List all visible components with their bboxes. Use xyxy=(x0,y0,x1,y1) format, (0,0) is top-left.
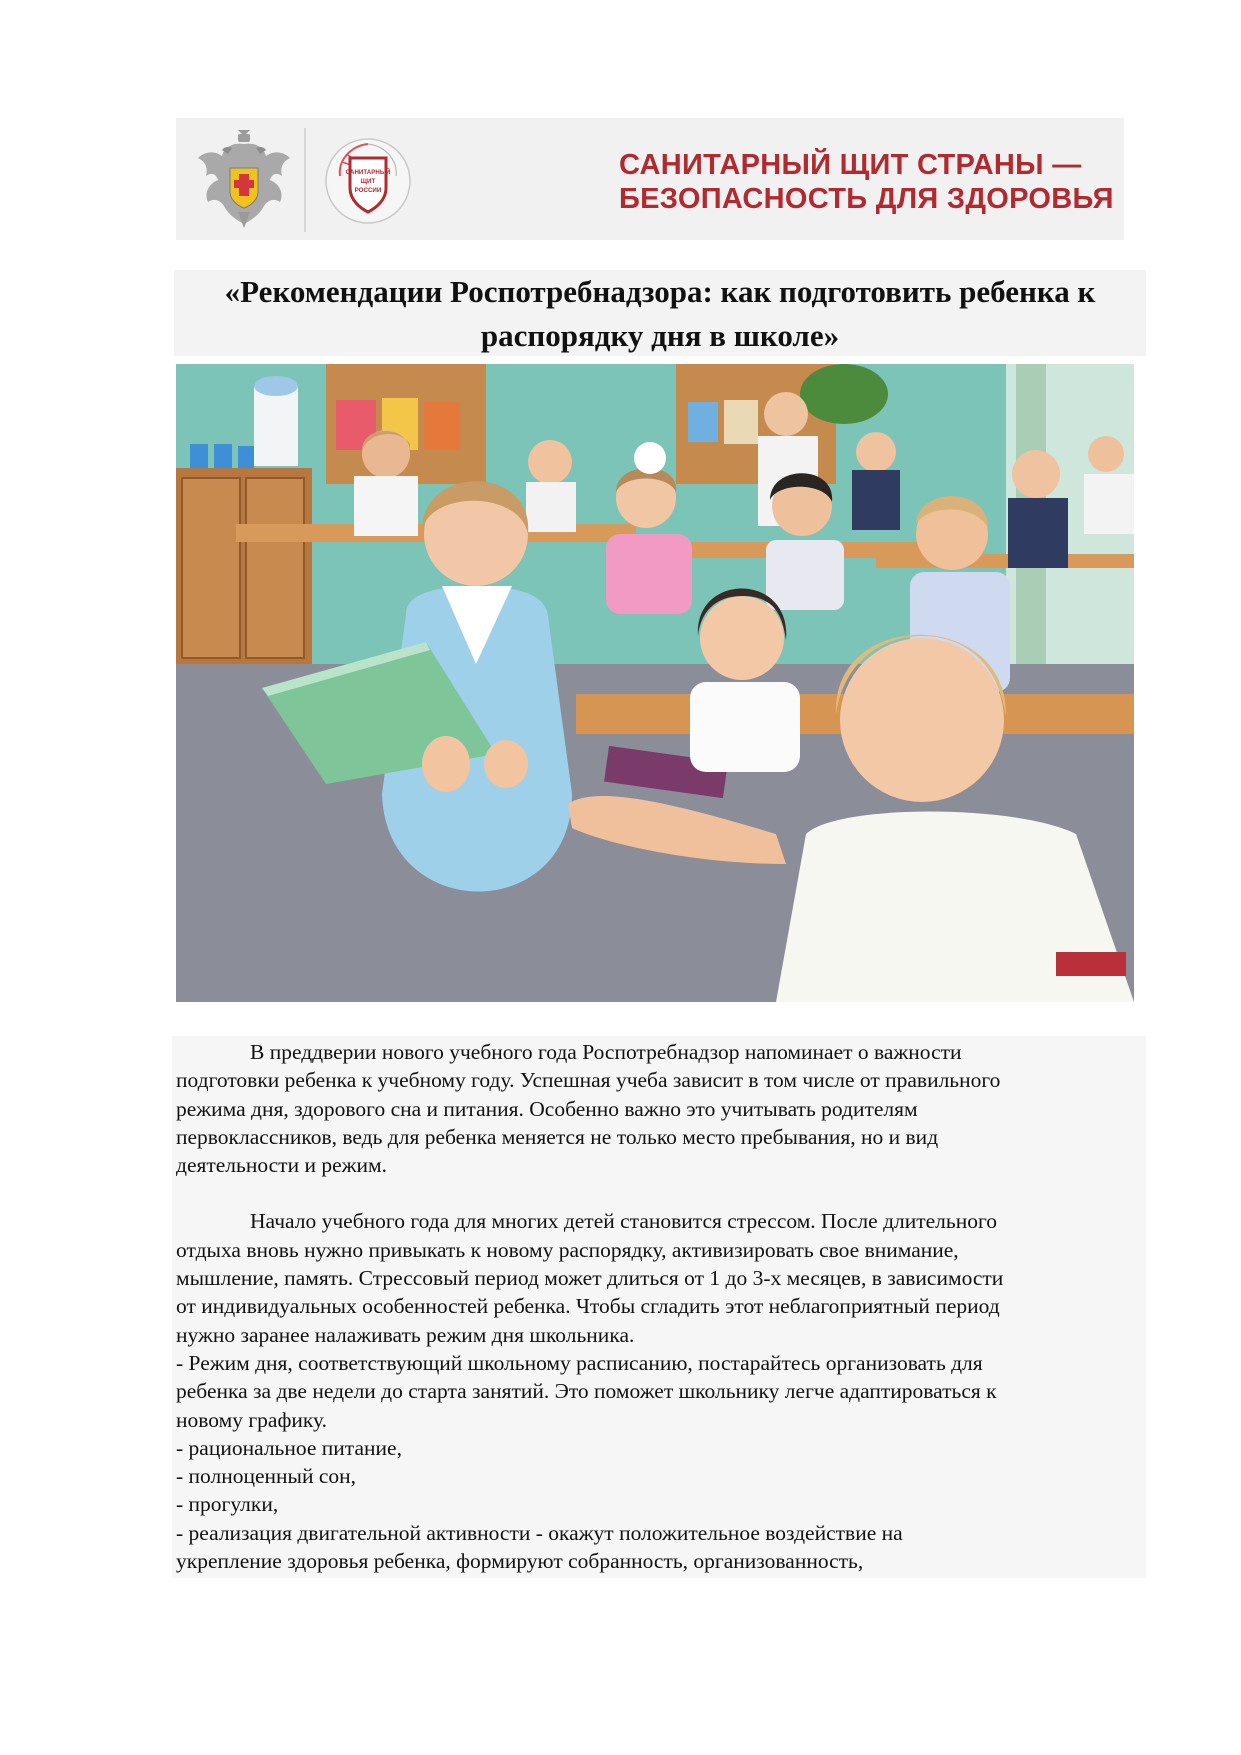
list-item-activity: - реализация двигательной активности - окажут положительное воздействие на xyxy=(176,1520,903,1545)
title-line-1: «Рекомендации Роспотребнадзора: как подготовить ребенка к xyxy=(224,274,1096,309)
logo-text-line-1: САНИТАРНЫЙ xyxy=(345,169,391,176)
classroom-photo xyxy=(176,364,1134,1002)
list-line-3: новому графику. xyxy=(176,1407,327,1432)
article-body xyxy=(176,1038,1144,1575)
paragraph-1-line-4: первоклассников, ведь для ребенка меняется не только место пребывания, но и вид xyxy=(176,1124,939,1149)
banner-divider xyxy=(304,128,306,232)
double-headed-eagle-emblem-icon xyxy=(194,128,294,232)
logo-text-line-3: РОССИИ xyxy=(354,187,382,194)
paragraph-2-line-3: мышление, память. Стрессовый период может длиться от 1 до 3-х месяцев, в зависимости xyxy=(176,1266,1004,1291)
paragraph-spacer xyxy=(176,1179,1144,1207)
slogan-line-1: САНИТАРНЫЙ ЩИТ СТРАНЫ — xyxy=(619,149,1082,181)
sanitary-shield-logo-icon xyxy=(320,136,416,226)
paragraph-2-line-2: отдыха вновь нужно привыкать к новому распорядку, активизировать свое внимание, xyxy=(176,1237,959,1262)
list-line-8: укрепление здоровья ребенка, формируют собранность, организованность, xyxy=(176,1549,864,1574)
classroom-photo-icon xyxy=(176,364,1134,1002)
title-line-2: распорядку дня в школе» xyxy=(480,318,840,353)
paragraph-1-line-1: В преддверии нового учебного года Роспотребнадзор напоминает о важности xyxy=(250,1040,962,1064)
paragraph-2-line-4: от индивидуальных особенностей ребенка. Чтобы сгладить этот неблагоприятный период xyxy=(176,1294,1000,1319)
list-item-nutrition: - рациональное питание, xyxy=(176,1435,402,1460)
header-banner xyxy=(176,118,1124,240)
paragraph-1-line-5: деятельности и режим. xyxy=(176,1153,387,1178)
paragraph-2-line-1: Начало учебного года для многих детей становится стрессом. После длительного xyxy=(250,1209,997,1234)
list-item-sleep: - полноценный сон, xyxy=(176,1464,357,1489)
paragraph-1-line-3: режима дня, здорового сна и питания. Особенно важно это учитывать родителям xyxy=(176,1096,918,1121)
page-title xyxy=(174,270,1146,358)
list-line-2: ребенка за две недели до старта занятий. Это поможет школьнику легче адаптироваться к xyxy=(176,1379,997,1404)
list-line-1: - Режим дня, соответствующий школьному расписанию, постарайтесь организовать для xyxy=(176,1350,983,1375)
paragraph-2-line-5: нужно заранее налаживать режим дня школьника. xyxy=(176,1322,635,1347)
slogan-line-2: БЕЗОПАСНОСТЬ ДЛЯ ЗДОРОВЬЯ xyxy=(619,183,1114,215)
banner-slogan xyxy=(619,148,1114,216)
logo-text-line-2: ЩИТ xyxy=(360,178,376,185)
paragraph-1-line-2: подготовки ребенка к учебному году. Успешная учеба зависит в том числе от правильного xyxy=(176,1068,1001,1093)
list-item-walks: - прогулки, xyxy=(176,1492,279,1517)
